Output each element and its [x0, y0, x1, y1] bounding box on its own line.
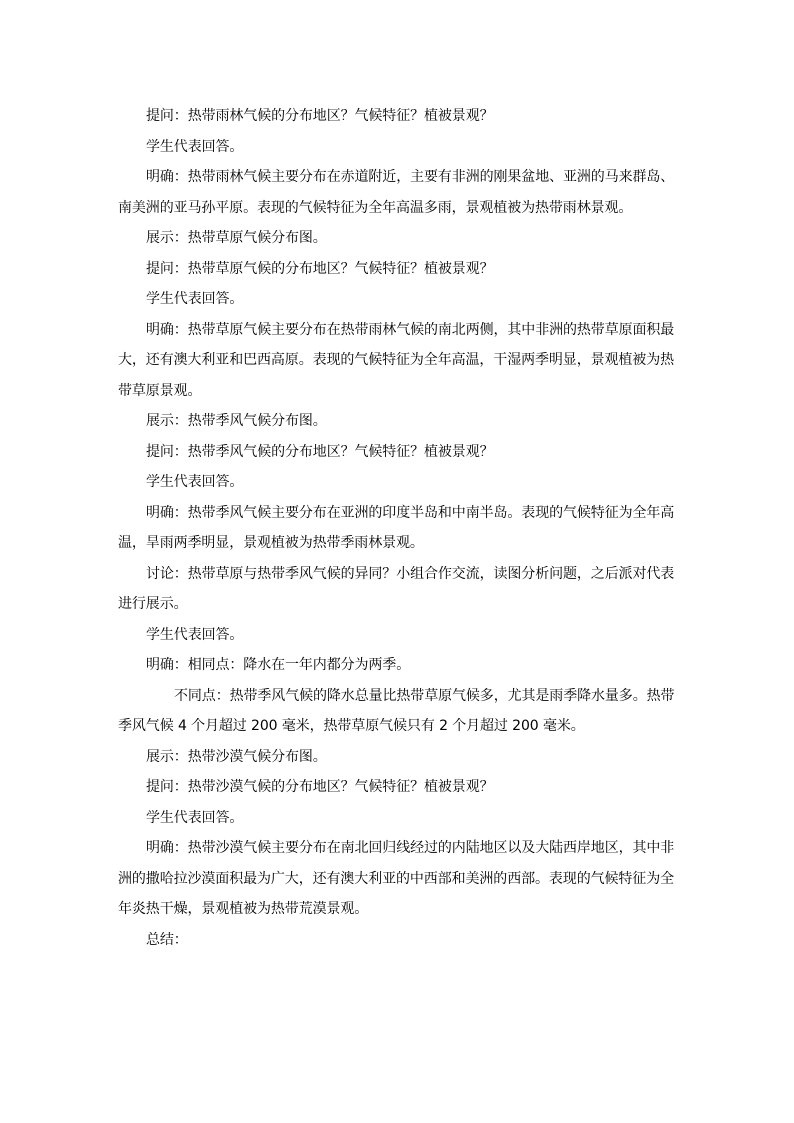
paragraph-show-monsoon-map: 展示：热带季风气候分布图。 — [146, 413, 327, 429]
paragraph-student-answer: 学生代表回答。 — [146, 809, 244, 826]
paragraph-similarities: 明确：相同点：降水在一年内都分为两季。 — [146, 657, 411, 673]
paragraph-summary: 总结： — [146, 931, 188, 948]
paragraph-clarify-desert: 明确：热带沙漠气候主要分布在南北回归线经过的内陆地区以及大陆西岸地区，其中非洲的撒哈拉沙漠面积最为广大，还有澳大利亚的中西部和美洲的西部。表现的气候特征为全年炎热干燥，景观植被为热带荒漠景观。 — [118, 840, 675, 917]
paragraph-differences: 不同点：热带季风气候的降水总量比热带草原气候多，尤其是雨季降水量多。热带季风气候 4 个月超过 200 毫米，热带草原气候只有 2 个月超过 200 毫米。 — [118, 687, 675, 734]
paragraph-question-desert: 提问：热带沙漠气候的分布地区？气候特征？植被景观？ — [146, 779, 494, 795]
paragraph-clarify-rainforest: 明确：热带雨林气候主要分布在赤道附近，主要有非洲的刚果盆地、亚洲的马来群岛、南美洲的亚马孙平原。表现的气候特征为全年高温多雨，景观植被为热带雨林景观。 — [118, 169, 675, 216]
document-body — [118, 101, 682, 955]
paragraph-question-monsoon: 提问：热带季风气候的分布地区？气候特征？植被景观？ — [146, 443, 494, 460]
paragraph-discussion: 讨论：热带草原与热带季风气候的异同？小组合作交流，读图分析问题，之后派对代表进行展示。 — [118, 565, 675, 612]
paragraph-student-answer: 学生代表回答。 — [146, 291, 244, 307]
paragraph-clarify-savanna: 明确：热带草原气候主要分布在热带雨林气候的南北两侧，其中非洲的热带草原面积最大，还有澳大利亚和巴西高原。表现的气候特征为全年高温，干湿两季明显，景观植被为热带草原景观。 — [118, 321, 675, 399]
paragraph-clarify-monsoon: 明确：热带季风气候主要分布在亚洲的印度半岛和中南半岛。表现的气候特征为全年高温，旱雨两季明显，景观植被为热带季雨林景观。 — [118, 504, 675, 551]
paragraph-question-savanna: 提问：热带草原气候的分布地区？气候特征？植被景观？ — [146, 260, 494, 277]
paragraph-student-answer: 学生代表回答。 — [146, 626, 244, 643]
paragraph-student-answer: 学生代表回答。 — [146, 138, 244, 155]
paragraph-question-rainforest: 提问：热带雨林气候的分布地区？气候特征？植被景观？ — [146, 108, 494, 124]
paragraph-show-savanna-map: 展示：热带草原气候分布图。 — [146, 230, 327, 246]
paragraph-student-answer: 学生代表回答。 — [146, 474, 244, 490]
paragraph-show-desert-map: 展示：热带沙漠气候分布图。 — [146, 748, 327, 765]
